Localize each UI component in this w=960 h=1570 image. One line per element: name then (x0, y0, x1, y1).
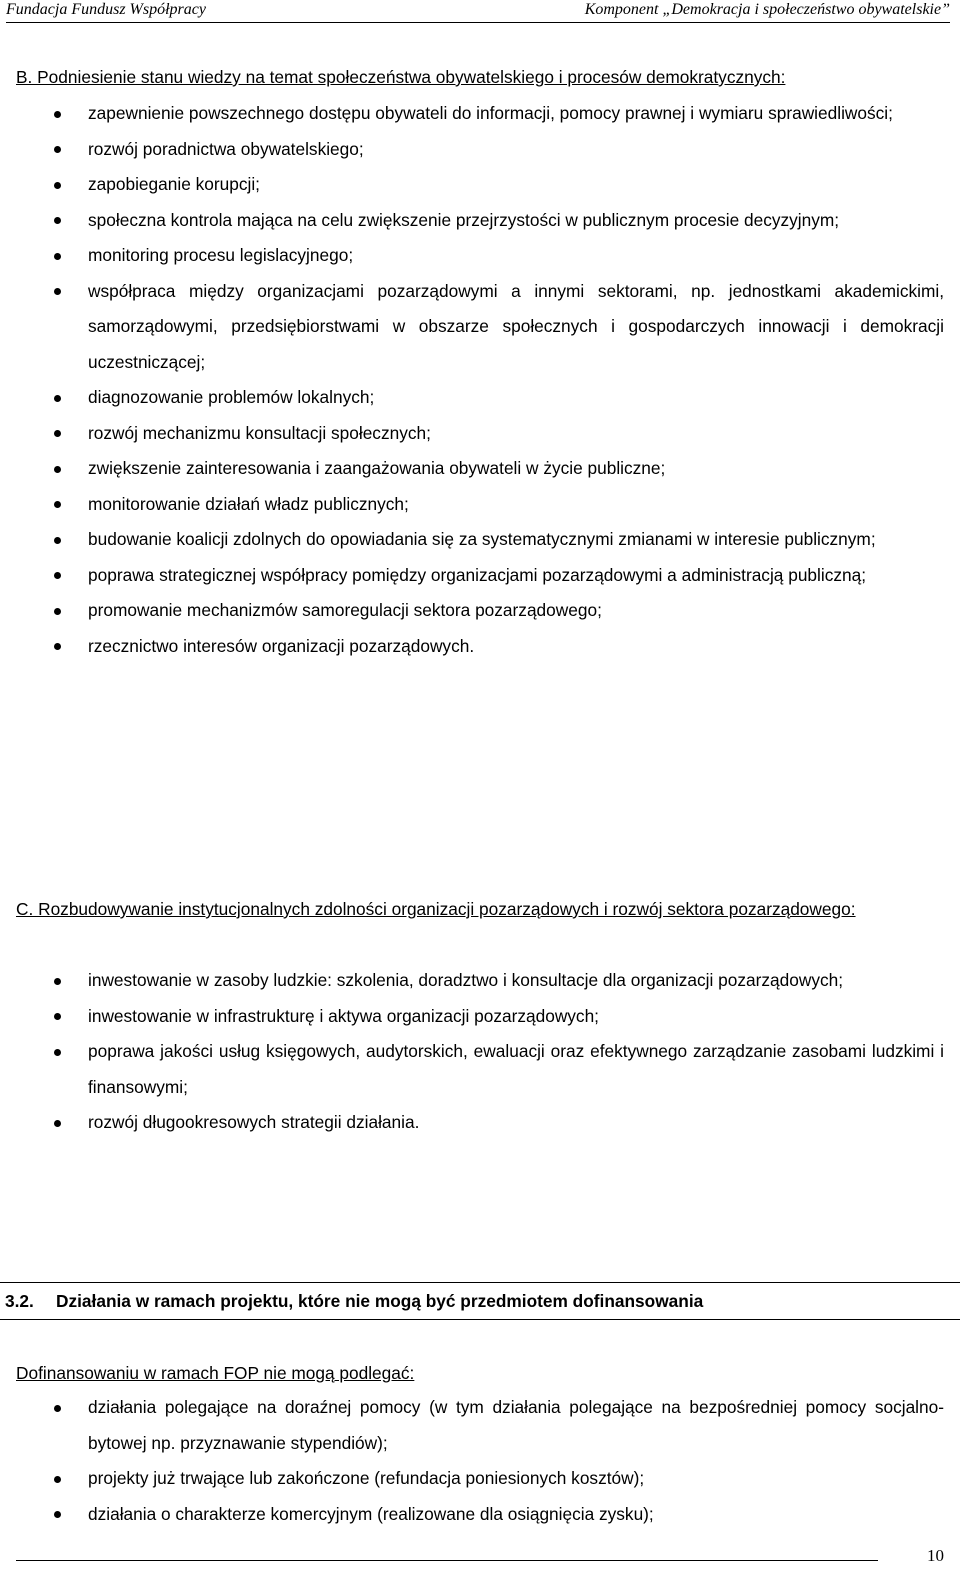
footer-divider (16, 1560, 878, 1561)
section-b-list (16, 96, 944, 664)
list-item: promowanie mechanizmów samoregulacji sektora pozarządowego; (16, 593, 944, 629)
list-item: monitoring procesu legislacyjnego; (16, 238, 944, 274)
section-3-2-subheading: Dofinansowaniu w ramach FOP nie mogą podlegać: (16, 1363, 415, 1383)
list-item: działania polegające na doraźnej pomocy (w tym działania polegające na bezpośredniej pomocy socjalno-bytowej np. przyznawanie stypendiów); (16, 1390, 944, 1461)
list-item: diagnozowanie problemów lokalnych; (16, 380, 944, 416)
list-item: monitorowanie działań władz publicznych; (16, 487, 944, 523)
header-organization: Fundacja Fundusz Współpracy (6, 1, 206, 18)
list-item: działania o charakterze komercyjnym (realizowane dla osiągnięcia zysku); (16, 1497, 944, 1533)
list-item: rozwój długookresowych strategii działania. (16, 1105, 944, 1141)
section-3-2-heading (0, 1282, 960, 1320)
list-item: rzecznictwo interesów organizacji pozarządowych. (16, 629, 944, 665)
list-item: poprawa strategicznej współpracy pomiędzy organizacjami pozarządowymi a administracją publiczną; (16, 558, 944, 594)
header-component: Komponent „Demokracja i społeczeństwo obywatelskie” (584, 1, 950, 18)
list-item: zapewnienie powszechnego dostępu obywateli do informacji, pomocy prawnej i wymiaru sprawiedliwości; (16, 96, 944, 132)
list-item: rozwój poradnictwa obywatelskiego; (16, 132, 944, 168)
section-3-2-list (16, 1390, 944, 1532)
page-number: 10 (927, 1546, 944, 1565)
list-item: współpraca między organizacjami pozarządowymi a innymi sektorami, np. jednostkami akademickimi, samorządowymi, przedsiębiorstwami w obszarze społecznych i gospodarczych innowacji i demokracji uczestniczącej; (16, 274, 944, 381)
list-item: zapobieganie korupcji; (16, 167, 944, 203)
list-item: rozwój mechanizmu konsultacji społecznych; (16, 416, 944, 452)
list-item: budowanie koalicji zdolnych do opowiadania się za systematycznymi zmianami w interesie publicznym; (16, 522, 944, 558)
list-item: zwiększenie zainteresowania i zaangażowania obywateli w życie publiczne; (16, 451, 944, 487)
section-number: 3.2. (5, 1291, 34, 1311)
section-c-list (16, 963, 944, 1141)
list-item: projekty już trwające lub zakończone (refundacja poniesionych kosztów); (16, 1461, 944, 1497)
list-item: inwestowanie w zasoby ludzkie: szkolenia, doradztwo i konsultacje dla organizacji pozarządowych; (16, 963, 944, 999)
section-c-heading: C. Rozbudowywanie instytucjonalnych zdolności organizacji pozarządowych i rozwój sektora pozarządowego: (16, 899, 856, 919)
list-item: społeczna kontrola mająca na celu zwiększenie przejrzystości w publicznym procesie decyzyjnym; (16, 203, 944, 239)
section-title: Działania w ramach projektu, które nie mogą być przedmiotem dofinansowania (56, 1291, 704, 1311)
list-item: poprawa jakości usług księgowych, audytorskich, ewaluacji oraz efektywnego zarządzanie zasobami ludzkimi i finansowymi; (16, 1034, 944, 1105)
page-header (6, 0, 950, 23)
list-item: inwestowanie w infrastrukturę i aktywa organizacji pozarządowych; (16, 999, 944, 1035)
section-b-heading: B. Podniesienie stanu wiedzy na temat społeczeństwa obywatelskiego i procesów demokratycznych: (16, 67, 786, 87)
